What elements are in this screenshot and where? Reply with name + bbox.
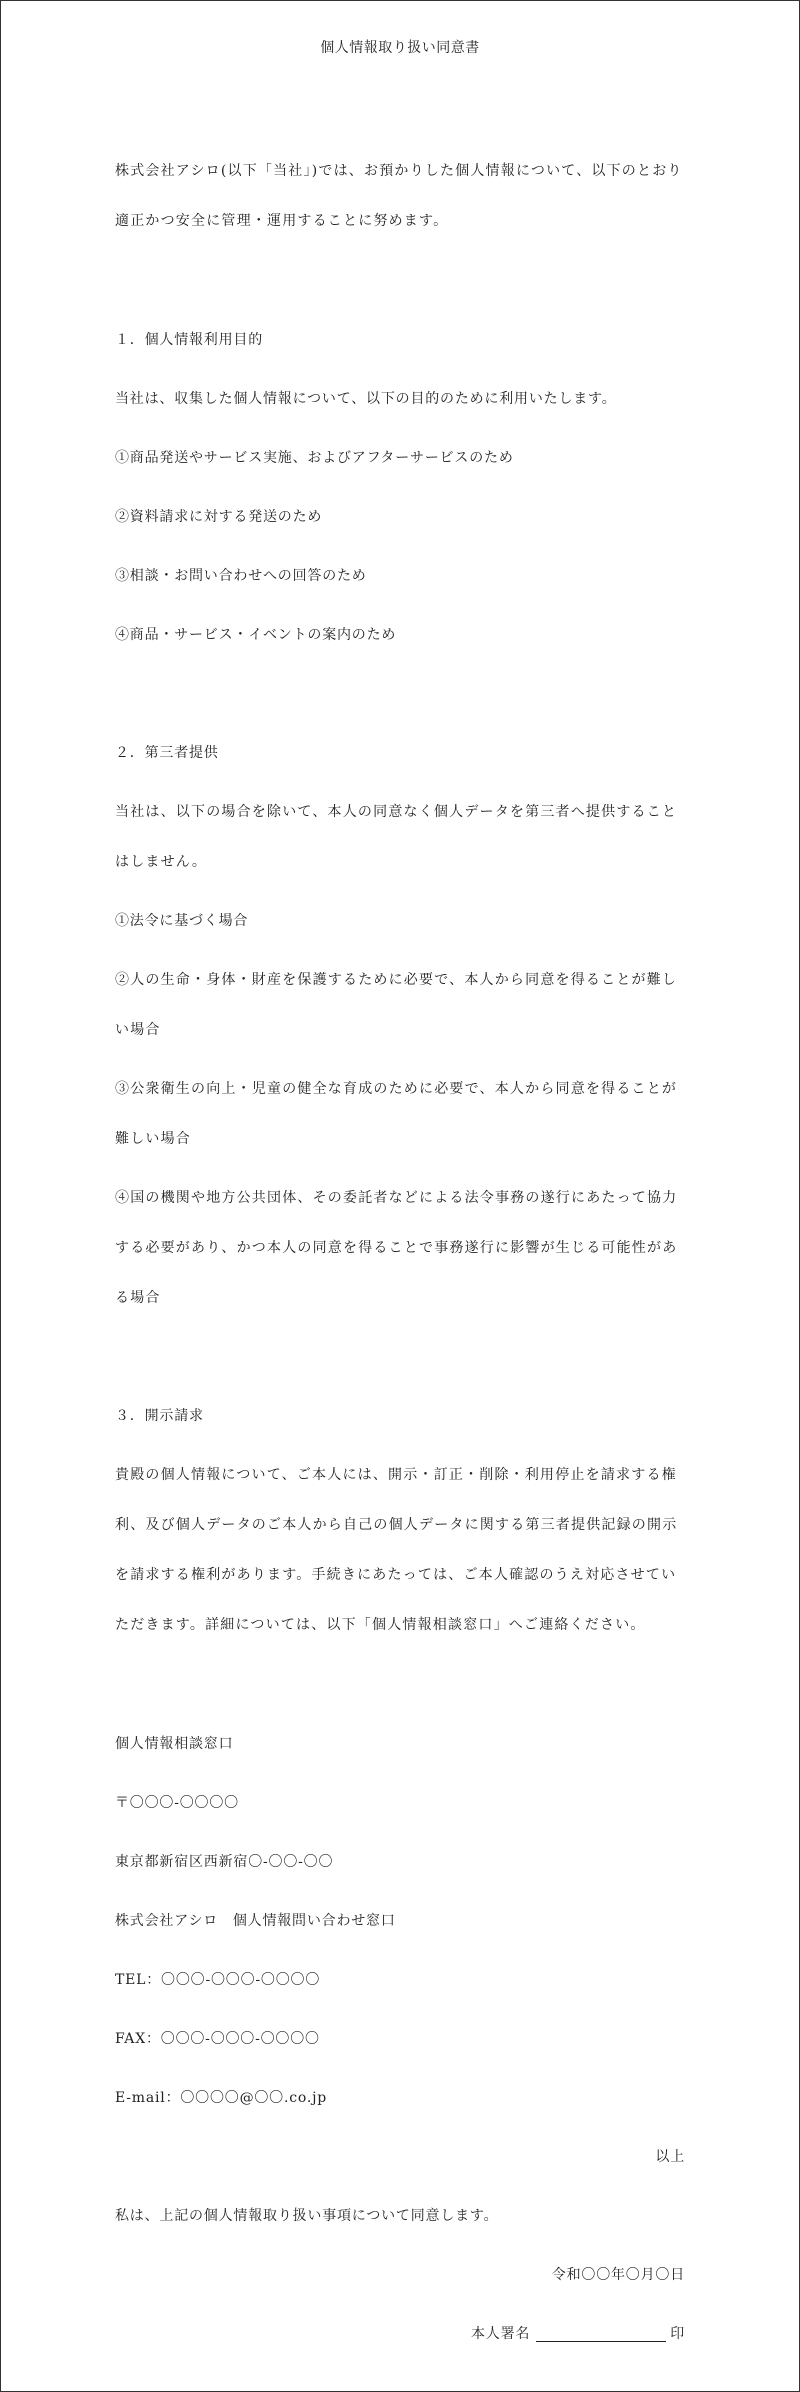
- section2-item: ③公衆衛生の向上・児童の健全な育成のために必要で、本人から同意を得ることが難しい場合: [115, 1081, 678, 1147]
- signature-label: 本人署名: [470, 2326, 531, 2342]
- signature-field[interactable]: [536, 2325, 666, 2342]
- date-line: 令和〇〇年〇月〇日: [551, 2267, 685, 2283]
- document-title: 個人情報取り扱い同意書: [320, 40, 480, 56]
- section1-item: ③相談・お問い合わせへの回答のため: [115, 568, 367, 584]
- contact-tel: TEL：〇〇〇-〇〇〇-〇〇〇〇: [115, 1972, 321, 1988]
- section2-item: ④国の機関や地方公共団体、その委託者などによる法令事務の遂行にあたって協力する必要があり、かつ本人の同意を得ることで事務遂行に影響が生じる可能性がある場合: [115, 1190, 678, 1306]
- section2-lead: 当社は、以下の場合を除いて、本人の同意なく個人データを第三者へ提供することはしません。: [115, 804, 678, 870]
- section1-item: ②資料請求に対する発送のため: [115, 509, 323, 525]
- section1-lead: 当社は、収集した個人情報について、以下の目的のために利用いたします。: [115, 391, 617, 407]
- contact-heading: 個人情報相談窓口: [115, 1736, 234, 1752]
- section2-heading: ２．第三者提供: [115, 745, 219, 761]
- section1-item: ④商品・サービス・イベントの案内のため: [115, 627, 397, 643]
- signature-line: [115, 2309, 685, 2359]
- section3-body: 貴殿の個人情報について、ご本人には、開示・訂正・削除・利用停止を請求する権利、及び個人データのご本人から自己の個人データに関する第三者提供記録の開示を請求する権利があります。手続きにあたっては、ご本人確認のうえ対応させていただきます。詳細については、以下「個人情報相談窓口」へご連絡ください。: [115, 1467, 678, 1633]
- document-body: [115, 146, 685, 2359]
- intro-paragraph: 株式会社アシロ(以下「当社」)では、お預かりした個人情報について、以下のとおり適正かつ安全に管理・運用することに努めます。: [115, 163, 683, 229]
- contact-postal: 〒〇〇〇-〇〇〇〇: [115, 1795, 239, 1811]
- contact-email: E-mail：〇〇〇〇@〇〇.co.jp: [115, 2090, 328, 2106]
- contact-company: 株式会社アシロ 個人情報問い合わせ窓口: [115, 1913, 396, 1929]
- consent-statement: 私は、上記の個人情報取り扱い事項について同意します。: [115, 2208, 499, 2224]
- contact-address: 東京都新宿区西新宿〇-〇〇-〇〇: [115, 1854, 334, 1870]
- section2-item: ①法令に基づく場合: [115, 913, 249, 929]
- contact-fax: FAX：〇〇〇-〇〇〇-〇〇〇〇: [115, 2031, 320, 2047]
- seal-mark: 印: [670, 2326, 685, 2342]
- section3-heading: ３．開示請求: [115, 1408, 204, 1424]
- section2-item: ②人の生命・身体・財産を保護するために必要で、本人から同意を得ることが難しい場合: [115, 972, 678, 1038]
- closing-text: 以上: [655, 2149, 685, 2165]
- section1-item: ①商品発送やサービス実施、およびアフターサービスのため: [115, 450, 514, 466]
- section1-heading: １．個人情報利用目的: [115, 332, 263, 348]
